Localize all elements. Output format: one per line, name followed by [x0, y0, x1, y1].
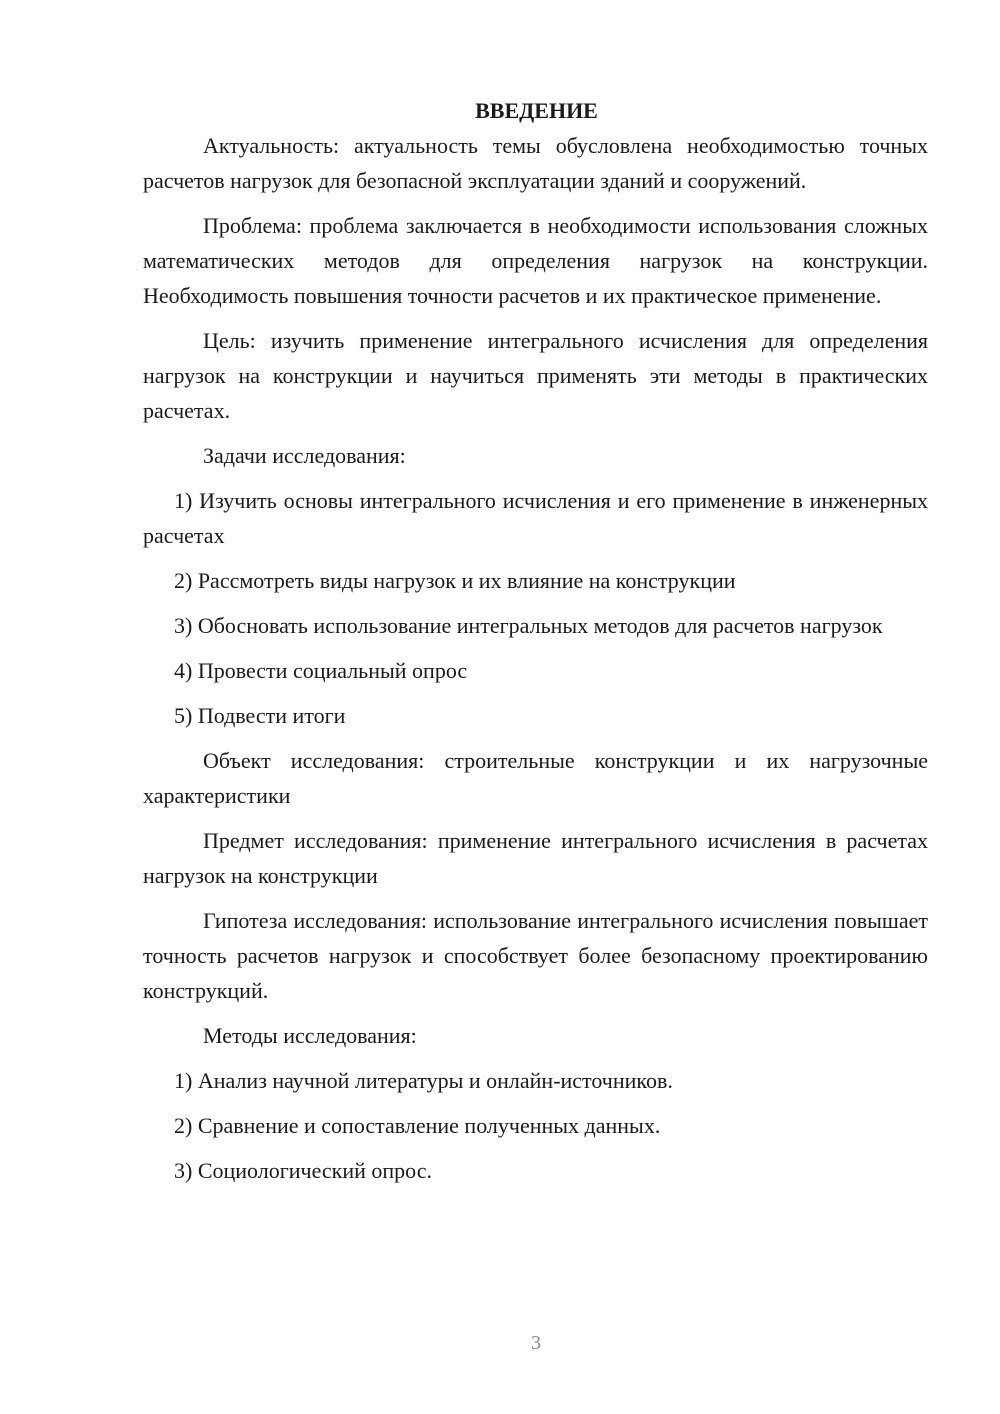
methods-heading: Методы исследования:	[203, 1023, 417, 1048]
page-number: 3	[531, 1332, 541, 1354]
document-body	[143, 93, 928, 1188]
subject-paragraph: Предмет исследования: применение интегрального исчисления в расчетах нагрузок на конструкции	[143, 828, 928, 888]
relevance-paragraph: Актуальность: актуальность темы обусловлена необходимостью точных расчетов нагрузок для безопасной эксплуатации зданий и сооружений.	[143, 133, 928, 193]
task-item-2: 2) Рассмотреть виды нагрузок и их влияние на конструкции	[174, 568, 736, 593]
task-item-3: 3) Обосновать использование интегральных методов для расчетов нагрузок	[174, 613, 883, 638]
object-paragraph: Объект исследования: строительные конструкции и их нагрузочные характеристики	[143, 748, 928, 808]
page-title: ВВЕДЕНИЕ	[475, 98, 598, 123]
method-item-1: 1) Анализ научной литературы и онлайн-источников.	[174, 1068, 673, 1093]
tasks-heading: Задачи исследования:	[203, 443, 406, 468]
task-item-5: 5) Подвести итоги	[174, 703, 346, 728]
method-item-3: 3) Социологический опрос.	[174, 1158, 432, 1183]
problem-paragraph: Проблема: проблема заключается в необходимости использования сложных математических методов для определения нагрузок на конструкции. Необходимость повышения точности расчетов и их практическое применение.	[143, 213, 928, 308]
task-item-1: 1) Изучить основы интегрального исчисления и его применение в инженерных расчетах	[143, 488, 928, 548]
goal-paragraph: Цель: изучить применение интегрального исчисления для определения нагрузок на конструкции и научиться применять эти методы в практических расчетах.	[143, 328, 928, 423]
task-item-4: 4) Провести социальный опрос	[174, 658, 468, 683]
method-item-2: 2) Сравнение и сопоставление полученных данных.	[174, 1113, 661, 1138]
hypothesis-paragraph: Гипотеза исследования: использование интегрального исчисления повышает точность расчетов нагрузок и способствует более безопасному проектированию конструкций.	[143, 908, 928, 1003]
